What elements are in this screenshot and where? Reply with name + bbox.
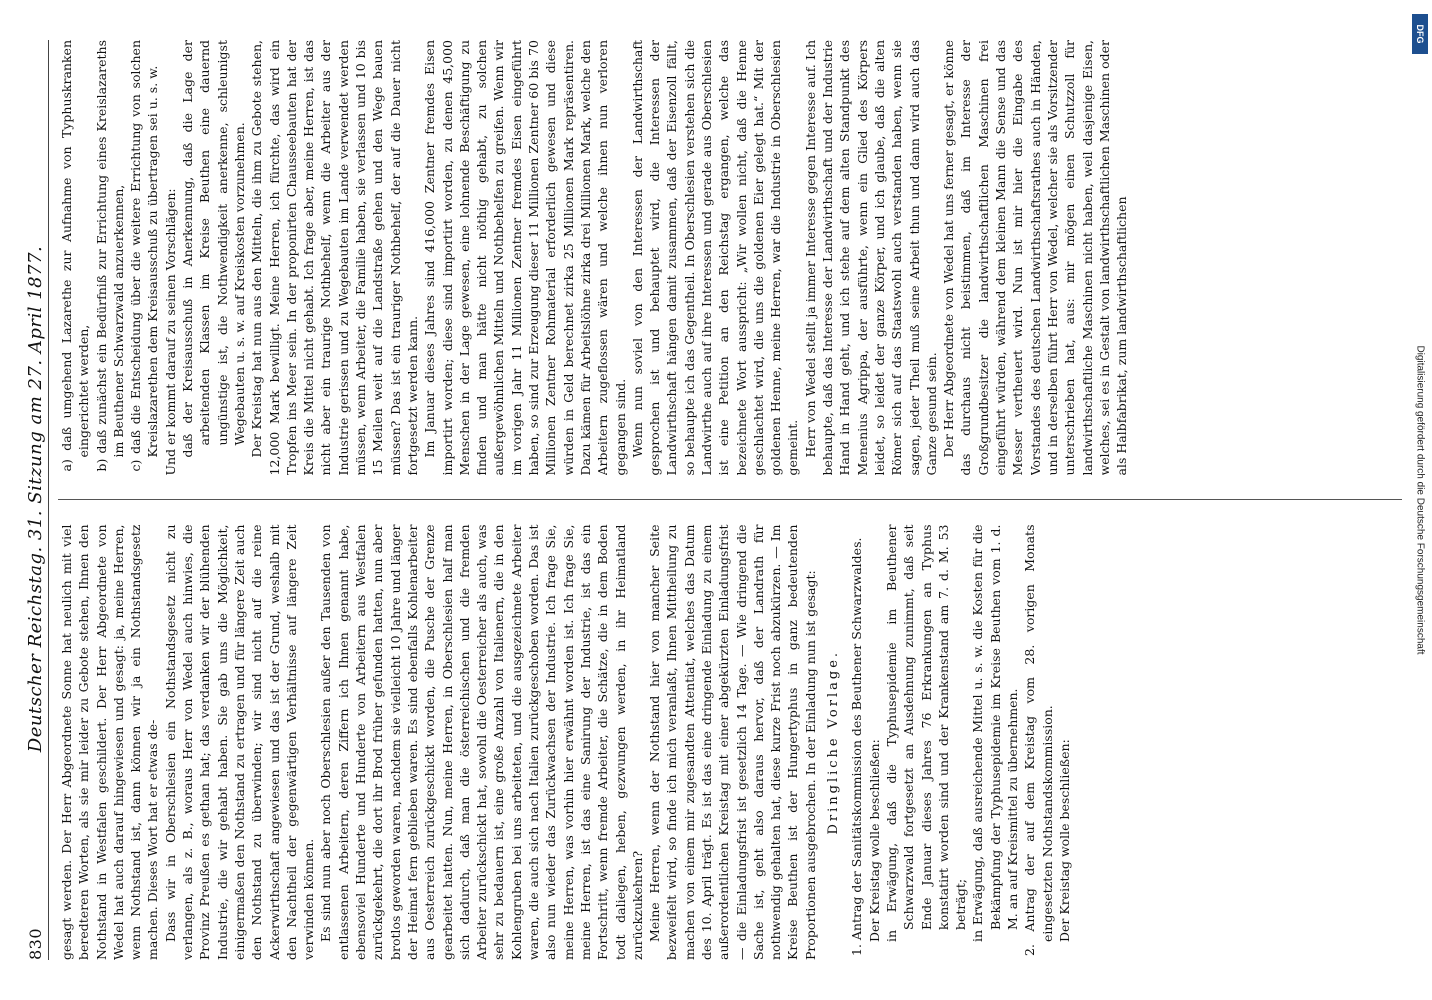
digitization-credit bbox=[1408, 0, 1432, 1000]
text-columns bbox=[58, 40, 1402, 960]
list-item: in Erwägung, daß die Typhusepidemie im Beuthener Schwarzwald fortgesetzt an Ausdehnung zunimmt, daß seit Ende Januar dieses Jahres 76 Erkrankungen an Typhus konstatirt worden sind und der Krankenstand am 7. d. M. 53 beträgt; bbox=[883, 524, 969, 942]
column-divider bbox=[58, 500, 1402, 501]
section-heading: Dringliche Vorlage. bbox=[826, 649, 842, 835]
column-left bbox=[58, 525, 1402, 961]
paragraph: gesagt werden. Der Herr Abgeordnete Sonne hat neulich mit viel beredteren Worten, als sie mir leider zu Gebote stehen, Ihnen den Nothstand in Westfalen geschildert. Der Herr Abgeordnete von Wedel hat auch darauf hingewiesen und gesagt: ja, meine Herren, wenn Nothstand ist, dann können wir ja ein Nothstandsgesetz machen. Dieses Wort hat er etwas de- bbox=[59, 524, 161, 960]
list-item: a) daß umgehend Lazarethe zur Aufnahme von Typhuskranken eingerichtet werden, bbox=[59, 40, 92, 472]
list-item: Der Kreistag wolle beschließen: bbox=[1056, 739, 1072, 942]
credit-text: Digitalisierung gefördert durch die Deutsche Forschungsgemeinschaft bbox=[1414, 345, 1426, 655]
dfg-logo bbox=[1412, 14, 1428, 54]
paragraph: Im Januar dieses Jahres sind 416,000 Zentner fremdes Eisen importirt worden; diese sind importirt worden, zu denen 45,000 Menschen in der Lage gewesen, eine lohnende Beschäftigung zu finden und man hätte nicht nöthig gehabt, zu solchen außergewöhnlichen Mitteln und Nothbehelfen zu greifen. Wenn wir im vorigen Jahr 11 Millionen Zentner fremdes Eisen eingeführt haben, so sind zur Erzeugung dieser 11 Millionen Zentner 60 bis 70 Millionen Zentner Rohmaterial erforderlich gewesen und diese würden in Geld berechnet zirka 25 Millionen Mark repräsentiren. Dazu kämen für Arbeitslöhne zirka drei Millionen Mark, welche den Arbeitern zugeflossen wären und welche ihnen nun verloren gegangen sind. bbox=[422, 40, 628, 476]
paragraph: Der Herr Abgeordnete von Wedel hat uns ferner gesagt, er könne das durchaus nicht beistimmen, daß im Interesse der Großgrundbesitzer die landwirthschaftlichen Maschinen frei eingeführt würden, während dem kleinen Mann die Sense und das Messer vertheuert wird. Nun ist mir hier die Eingabe des Vorstandes des deutschen Landwirthschaftsrathes auch in Händen, und in derselben führt Herr von Wedel, welcher sie als Vorsitzender unterschrieben hat, aus: mir mögen einen Schutzzoll für landwirthschaftliche Maschinen nicht haben, weil dasjenige Eisen, welches, sei es in Gestalt von landwirthschaftlichen Maschinen oder als Halbfabrikat, zum landwirthschaftlichen bbox=[941, 40, 1130, 476]
paragraph: Meine Herren, wenn der Nothstand hier von mancher Seite bezweifelt wird, so finde ich mich veranlaßt, Ihnen Mittheilung zu machen von einem mir zugesandten Attentiat, welches das Datum des 10. April trägt. Es ist das eine dringende Einladung zu einem außerordentlichen Kreistag mit einer abgekürzten Einladungsfrist — die Einladungsfrist ist gesetzlich 14 Tage. — Wie dringend die Sache ist, geht also daraus hervor, daß der Landrath für nothwendig gehalten hat, diese kurze Frist noch abzukürzen. — Im Kreise Beuthen ist der Hungertyphus in ganz bedeutenden Proportionen ausgebrochen. In der Einladung nun ist gesagt: bbox=[647, 524, 818, 960]
list-item: c) daß die Entscheidung über die weitere Errichtung von solchen Kreislazarethen dem Kreisausschuß zu übertragen sei u. s. w. bbox=[128, 40, 161, 472]
paragraph: Es sind nun aber noch Oberschlesien außer den Tausenden von entlassenen Arbeitern, deren Ziffern ich Ihnen genannt habe, ebensoviel Hunderte und Hunderte von Arbeitern aus Westfalen zurückgekehrt, die dort ihr Brod früher gefunden hatten, nun aber brotlos geworden waren, nachdem sie vielleicht 10 Jahre und länger der Heimat fern geblieben waren. Es sind ebenfalls Kohlenarbeiter aus Oesterreich zurückgeschickt worden, die Pusche der Grenze gearbeitet hatten. Nun, meine Herren, in Oberschlesien half man sich dadurch, daß man die österreichischen und die fremden Arbeiter zurückschickt hat, sowohl die Oesterreicher als auch, was sehr zu bedauern ist, eine große Anzahl von Italienern, die in den Kohlengruben bei uns arbeiteten, und die ausgezeichnete Arbeiter waren, die auch sich nach Italien zurückgeschoben worden. Das ist also nun wieder das Zurückwachsen der Industrie. Ich frage Sie, meine Herren, was vorhin hier erwähnt worden ist. Ich frage Sie, meine Herren, ist das eine Sanirung der Industrie, ist das ein Fortschritt, wenn fremde Arbeiter, die Schätze, die in dem Boden todt daliegen, heben, gezwungen werden, in ihr Heimatland zurückzukehren? bbox=[318, 524, 645, 960]
running-head: Deutscher Reichstag. 31. Sitzung am 27. April 1877. bbox=[24, 245, 46, 753]
paragraph: Herr von Wedel stellt ja immer Interesse gegen Interesse auf. Ich behaupte, daß das Interesse der Landwirthschaft und der Industrie Hand in Hand geht, und ich stehe auf dem alten Standpunkt des Menenius Agrippa, der ausführte, wenn ein Glied des Körpers leidet, so leidet der ganze Körper, und ich glaube, daß die alten Römer sich auf das Staatswohl auch verstanden haben, wenn sie sagen, jeder Theil muß seine Arbeit thun und dann wird auch das Ganze gesund sein. bbox=[802, 40, 939, 476]
column-right bbox=[58, 40, 1402, 476]
list-item: in Erwägung, daß ausreichende Mittel u. s. w. die Kosten für die Bekämpfung der Typhusepidemie im Kreise Beuthen vom 1. d. M. an auf Kreismittel zu übernehmen. bbox=[970, 524, 1021, 942]
list-item: 1. Antrag der Sanitätskommission des Beuthener Schwarzwaldes. bbox=[849, 537, 865, 956]
page-number: 830 bbox=[25, 927, 45, 960]
dfg-logo-text: DFG bbox=[1415, 24, 1425, 44]
paragraph: Wenn nun soviel von den Interessen der Landwirthschaft gesprochen ist und behauptet wird, die Interessen der Landwirthschaft hängen damit zusammen, daß der Eisenzoll fällt, so behaupte ich das Gegentheil. In Oberschlesien verstehen sich die Landwirthe auch auf ihre Interessen und gerade aus Oberschlesien ist eine Petition an den Reichstag ergangen, welche das bezeichnete Wort ausspricht: „Wir wollen nicht, daß die Henne geschlachtet wird, die uns die goldenen Eier gelegt hat.“ Mit der goldenen Henne, meine Herren, war die Industrie in Oberschlesien gemeint. bbox=[629, 40, 801, 476]
list-item: b) daß zunächst ein Bedürfniß zur Errichtung eines Kreislazareths im Beuthener Schwarzwald anzuerkennen, bbox=[93, 40, 126, 472]
paragraph: Der Kreistag hat nun aus den Mitteln, die ihm zu Gebote stehen, 12,000 Mark bewilligt. Meine Herren, ich fürchte, das wird ein Tropfen ins Meer sein. In der proponirten Chausseebauten hat der Kreis die Mittel nicht gehabt. Ich frage aber, meine Herren, ist das nicht aber ein traurige Nothbehelf, wenn die Arbeiter aus der Industrie gerissen und zu Wegebauten im Lande verwendet werden müssen, wenn Arbeiter, die Familie haben, sie verlassen und 10 bis 15 Meilen weit auf die Landstraße gehen und den Wege bauen müssen? Das ist ein trauriger Nothbehelf, der auf die Dauer nicht fortgesetzt werden kann. bbox=[249, 40, 420, 476]
list-item: Der Kreistag wolle beschließen: bbox=[866, 739, 882, 942]
page-header bbox=[22, 40, 49, 960]
paragraph: Und er kommt darauf zu seinen Vorschlägen: bbox=[162, 188, 178, 476]
paragraph: Dass wir in Oberschlesien ein Nothstandsgesetz nicht zu verlangen, als z. B., woraus Herr von Wedel auch hinwies, die Provinz Preußen es gethan hat; das verdanken wir der blühenden Industrie, die wir gehabt haben. Sie gab uns die Möglichkeit, einigermaßen den Nothstand zu ertragen und für längere Zeit auch den Nothstand zu überwinden; wir sind nicht auf die reine Ackerwirthschaft angewiesen und das ist der Grund, weshalb mit den Nachtheil der gegenwärtigen Verhältnisse auf längere Zeit verwinden können. bbox=[162, 524, 317, 960]
list-item: 2. Antrag der auf dem Kreistag vom 28. vorigen Monats eingesetzten Nothstandskommission. bbox=[1022, 524, 1055, 956]
list-item: daß der Kreisausschuß in Anerkennung, daß die Lage der arbeitenden Klassen im Kreise Beuthen eine dauernd ungünstige ist, die Nothwendigkeit anerkenne, schleunigst Wegebauten u. s. w. auf Kreiskosten vorzunehmen. bbox=[180, 40, 247, 458]
